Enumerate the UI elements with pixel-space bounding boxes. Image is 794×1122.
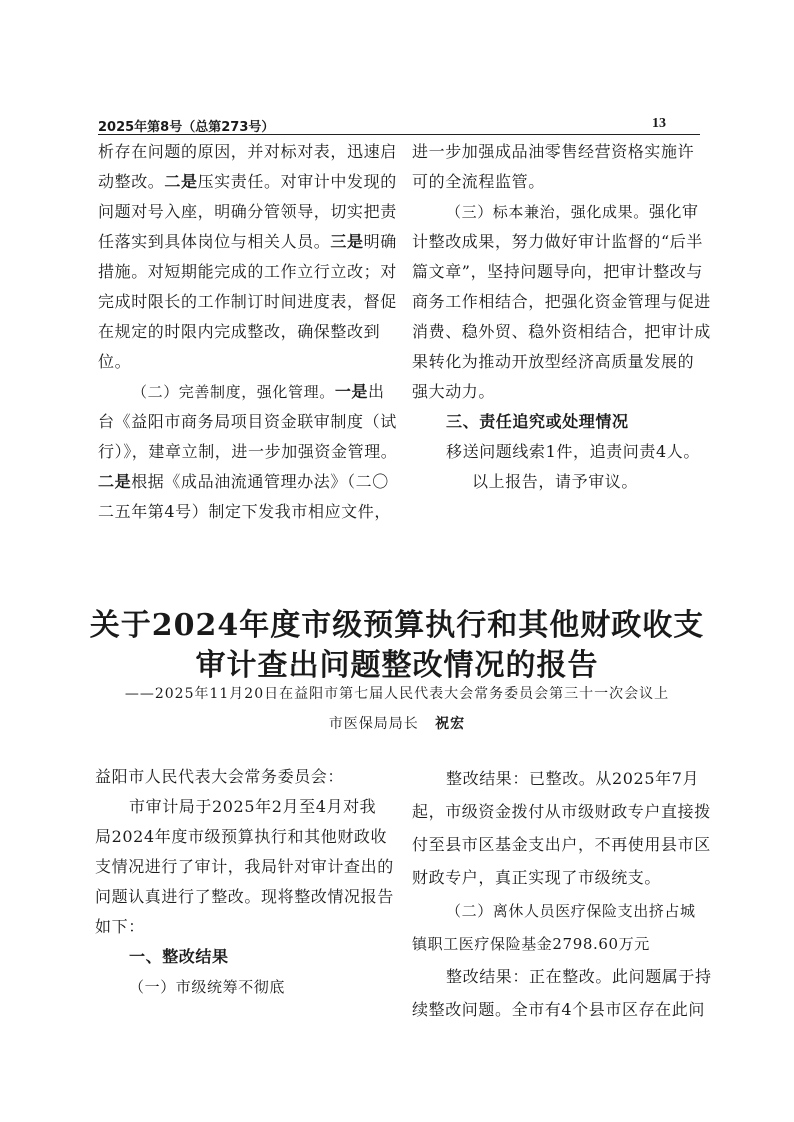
- text-line: [412, 377, 702, 407]
- bottom-right-column: [412, 762, 712, 1026]
- line-text: 可的全流程监管。: [412, 172, 545, 191]
- text-line: [98, 197, 397, 227]
- text-line: [98, 467, 388, 497]
- text-line: [95, 912, 385, 942]
- line-text: 在规定的时限内完成整改，确保整改到: [98, 322, 381, 341]
- bold-lead: 一是: [334, 382, 369, 401]
- text-line: [412, 993, 705, 1026]
- text-line: [412, 257, 702, 287]
- line-text: （一）市级统筹不彻底: [129, 978, 286, 996]
- text-line: [412, 762, 702, 795]
- line-text: 强化审: [648, 202, 699, 221]
- author-role: 市医保局局长: [328, 716, 419, 732]
- article-title-line-1: 关于2024年度市级预算执行和其他财政收支: [89, 608, 705, 643]
- line-text: 支情况进行了审计，我局针对审计查出的: [95, 857, 394, 876]
- text-line: [95, 792, 385, 822]
- article-subtitle: ——2025年11月20日在益阳市第七届人民代表大会常务委员会第三十一次会议上: [124, 686, 670, 702]
- text-line: [412, 437, 702, 467]
- line-text: 根据《成品油流通管理办法》（二〇: [131, 472, 389, 491]
- line-text: 问题对号入座，明确分管领导，切实把责: [98, 202, 397, 221]
- line-text: 进一步加强成品油零售经营资格实施许: [412, 142, 695, 161]
- text-line: [412, 197, 702, 227]
- bold-lead: 二是: [98, 472, 132, 491]
- text-line: [412, 467, 702, 497]
- text-line: [412, 894, 702, 927]
- text-line: [98, 347, 388, 377]
- line-text: 完成时限长的工作制订时间进度表，督促: [98, 292, 397, 311]
- line-text: （二）完善制度，强化管理。: [132, 383, 335, 401]
- text-line: [95, 762, 385, 792]
- text-line: [98, 287, 397, 317]
- bold-lead: 二是: [164, 172, 198, 191]
- text-line: [412, 795, 711, 828]
- line-text: 压实责任。对审计中发现的: [197, 172, 397, 191]
- line-text: 强大动力。: [412, 382, 496, 401]
- text-line: [98, 257, 397, 287]
- text-line: [412, 407, 702, 437]
- line-text: 明确: [363, 232, 397, 251]
- line-text: 起，市级资金拨付从市级财政专户直接拨: [412, 802, 711, 821]
- line-text: 整改结果：正在整改。此问题属于持: [446, 967, 712, 986]
- text-line: [412, 167, 702, 197]
- text-line: [98, 137, 397, 167]
- running-header: [98, 116, 700, 135]
- page-number: 13: [652, 116, 666, 131]
- line-text: 篇文章”，坚持问题导向，把审计整改与: [412, 262, 703, 281]
- line-text: 镇职工医疗保险基金2798.60万元: [412, 935, 650, 953]
- line-text: 局2024年度市级预算执行和其他财政收: [95, 827, 388, 846]
- line-text: 移送问题线索1件，追责问责4人。: [446, 442, 700, 461]
- text-line: [412, 317, 711, 347]
- line-text: 财政专户，真正实现了市级统支。: [412, 868, 662, 887]
- text-line: [412, 927, 702, 960]
- line-text: 析存在问题的原因，并对标对表，迅速启: [98, 142, 397, 161]
- article-author: [0, 713, 794, 733]
- text-line: [412, 227, 702, 257]
- text-line: [98, 497, 391, 527]
- line-text: 任落实到具体岗位与相关人员。: [98, 232, 331, 251]
- text-line: [98, 377, 388, 407]
- line-text: （三）标本兼治，强化成果。: [446, 203, 649, 221]
- line-text: 计整改成果，努力做好审计监督的“后半: [412, 232, 703, 251]
- text-line: [412, 960, 712, 993]
- text-line: [412, 137, 702, 167]
- text-line: [412, 861, 702, 894]
- author-name: 祝宏: [435, 716, 466, 732]
- top-right-column: [412, 137, 711, 497]
- text-line: [412, 828, 711, 861]
- line-text: 商务工作相结合，把强化资金管理与促进: [412, 292, 711, 311]
- text-line: [98, 437, 398, 467]
- text-line: [98, 407, 397, 437]
- line-text: 续整改问题。全市有4个县市区存在此问: [412, 1000, 705, 1019]
- text-line: [412, 287, 711, 317]
- article-title-line-2: 审计查出问题整改情况的报告: [195, 648, 599, 683]
- line-text: 措施。对短期能完成的工作立行立改；对: [98, 262, 397, 281]
- text-line: [95, 942, 385, 972]
- line-text: 付至县市区基金支出户，不再使用县市区: [412, 835, 711, 854]
- text-line: [95, 972, 385, 1002]
- line-text: 益阳市人民代表大会常务委员会：: [95, 767, 345, 786]
- text-line: [98, 227, 397, 257]
- line-text: 果转化为推动开放型经济高质量发展的: [412, 352, 695, 371]
- line-text: 消费、稳外贸、稳外资相结合，把审计成: [412, 322, 711, 341]
- bold-lead: 三、责任追究或处理情况: [446, 412, 629, 431]
- text-line: [98, 167, 397, 197]
- issue-label: 2025年第8号（总第273号）: [98, 120, 275, 135]
- line-text: 如下：: [95, 917, 145, 936]
- text-line: [412, 347, 702, 377]
- line-text: 台《益阳市商务局项目资金联审制度（试: [98, 412, 397, 431]
- line-text: 以上报告，请予审议。: [472, 472, 639, 491]
- top-left-column: [98, 137, 398, 527]
- text-line: [95, 882, 394, 912]
- line-text: （二）离休人员医疗保险支出挤占城: [446, 902, 696, 920]
- bold-lead: 一、整改结果: [129, 947, 229, 966]
- bold-lead: 三是: [330, 232, 364, 251]
- text-line: [95, 852, 394, 882]
- line-text: 整改结果：已整改。从2025年7月: [446, 769, 700, 788]
- line-text: 市审计局于2025年2月至4月对我: [129, 797, 377, 816]
- line-text: 二五年第4号）制定下发我市相应文件，: [98, 502, 391, 521]
- line-text: 出: [368, 382, 385, 401]
- text-line: [98, 317, 388, 347]
- line-text: 动整改。: [98, 172, 165, 191]
- line-text: 位。: [98, 352, 132, 371]
- text-line: [95, 822, 388, 852]
- bottom-left-column: [95, 762, 394, 1002]
- line-text: 问题认真进行了整改。现将整改情况报告: [95, 887, 394, 906]
- line-text: 行）》，建章立制，进一步加强资金管理。: [98, 442, 398, 461]
